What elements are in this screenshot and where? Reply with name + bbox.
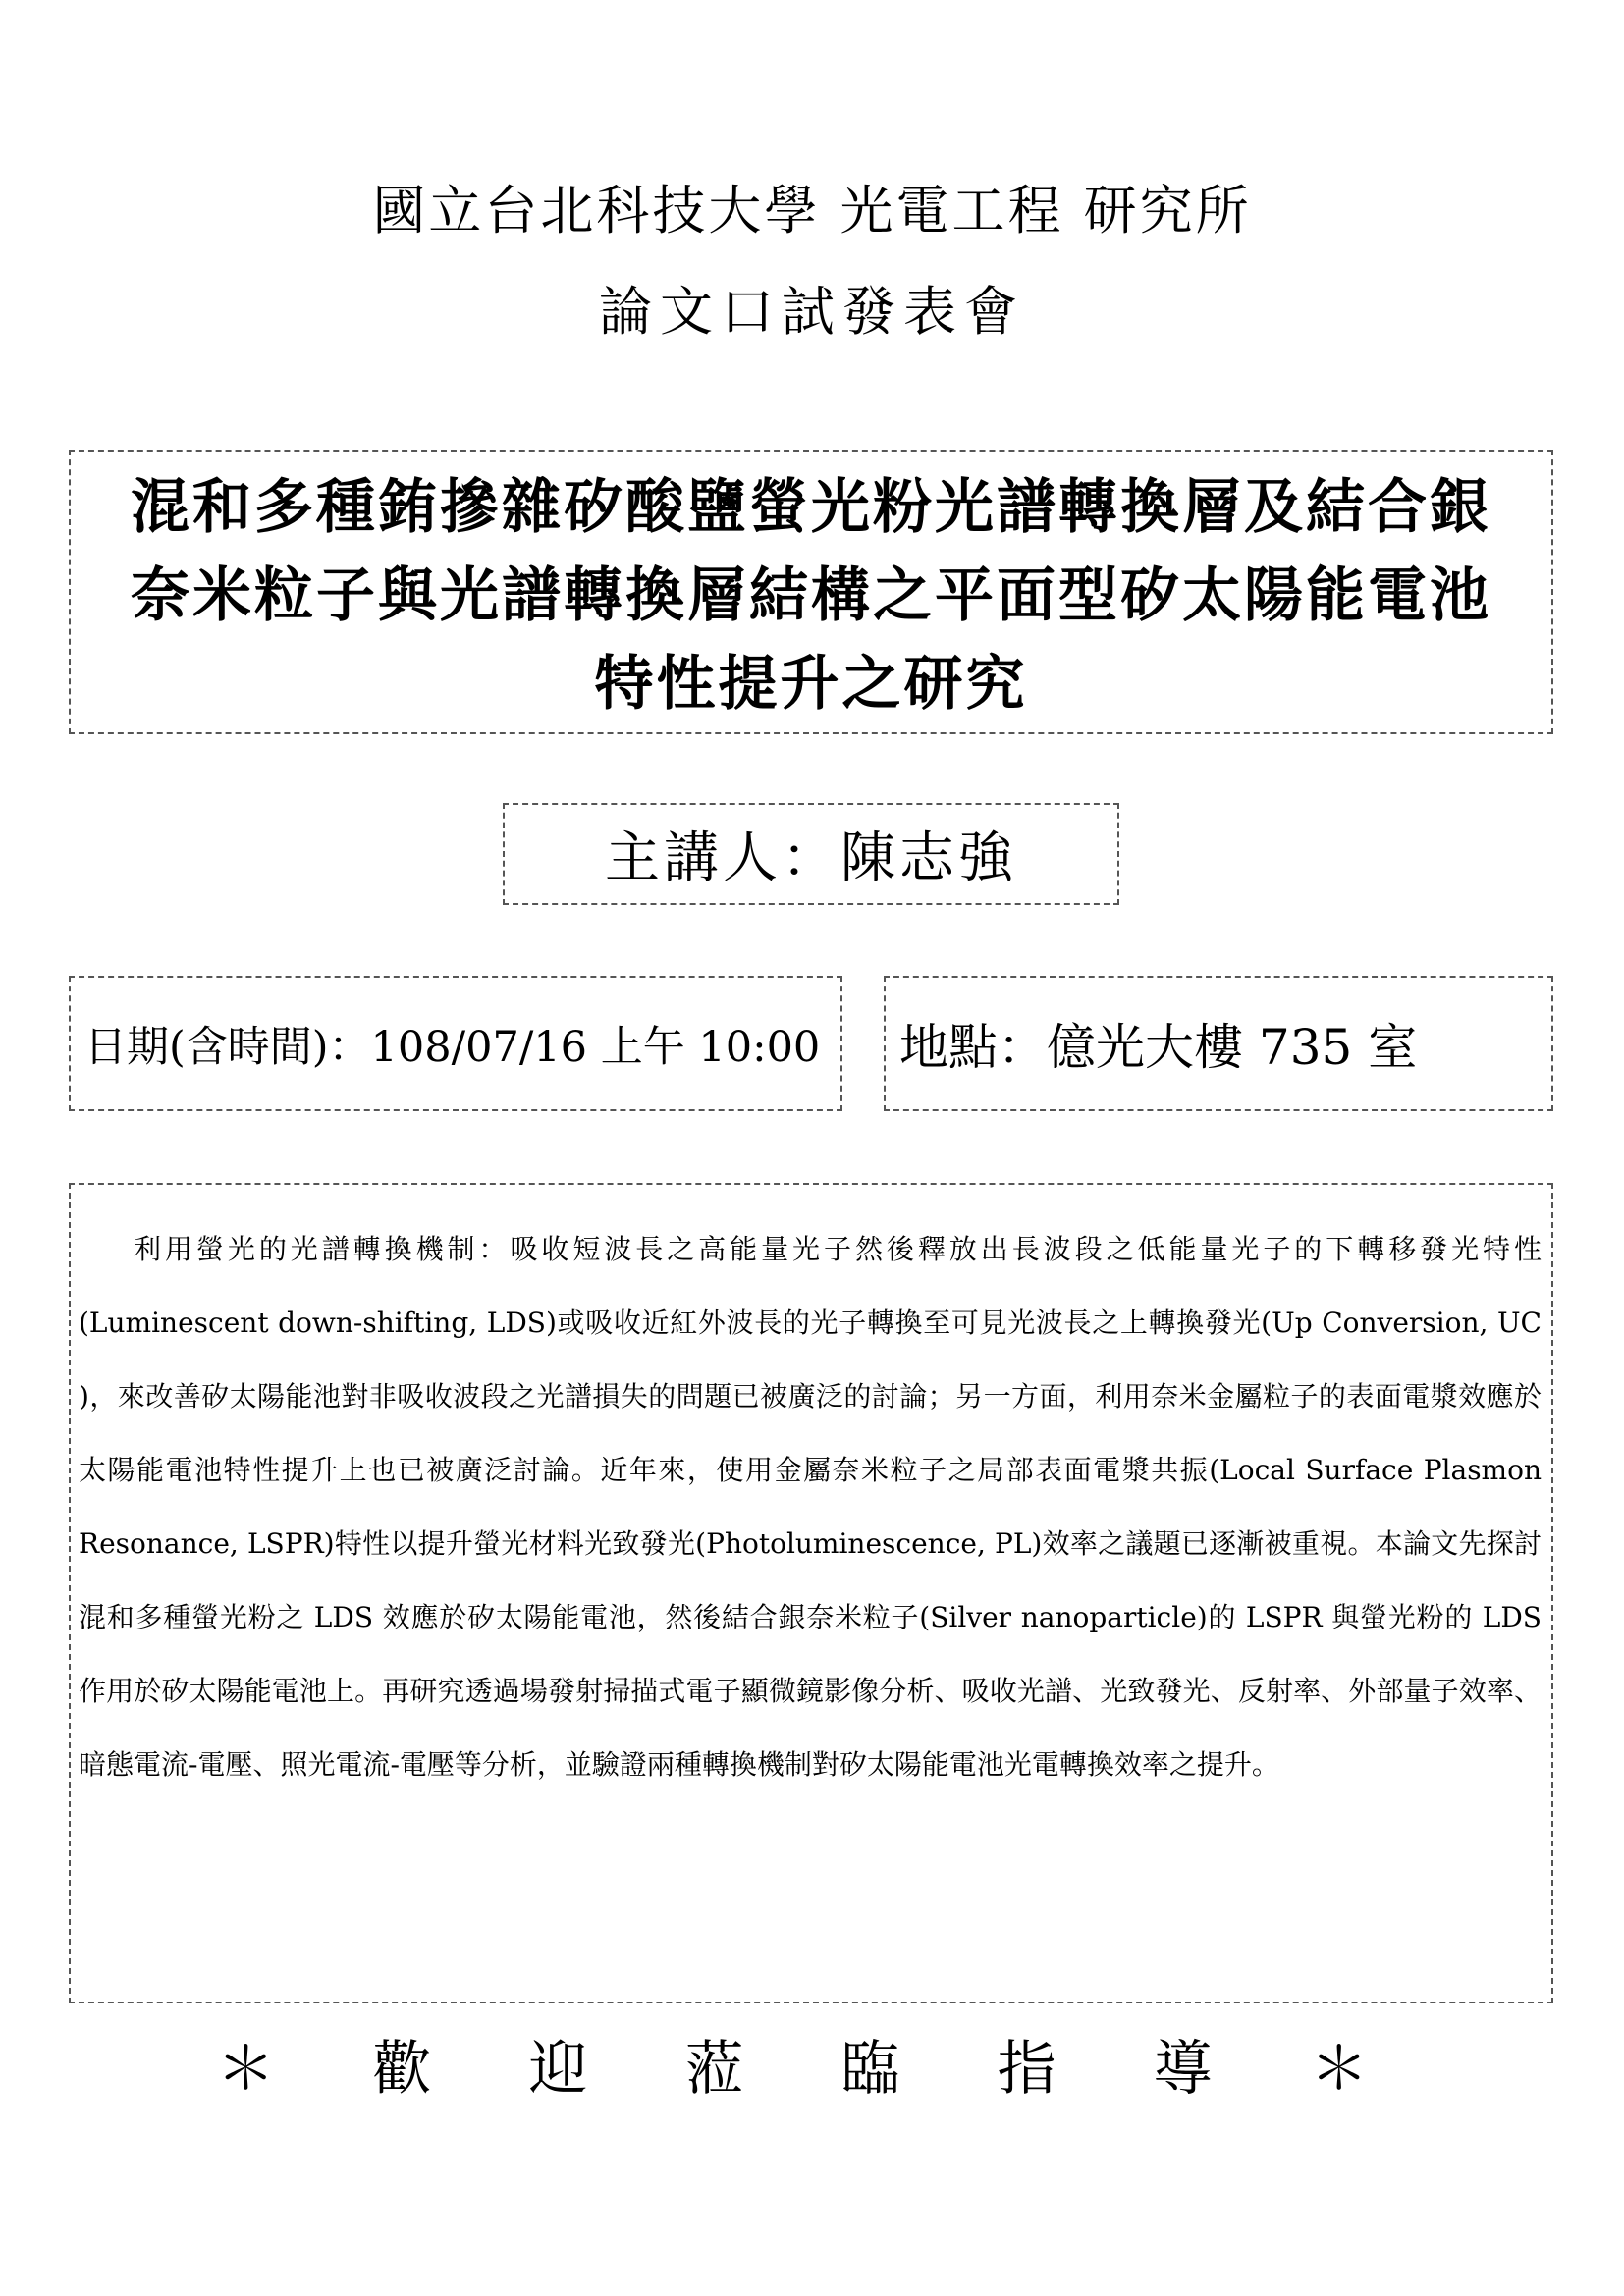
date-box (69, 976, 842, 1111)
welcome-footer: ＊ 歡 迎 蒞 臨 指 導 ＊ (216, 2035, 1408, 2104)
department-heading: 國立台北科技大學 光電工程 研究所 (372, 180, 1252, 241)
speaker-box (503, 803, 1119, 905)
thesis-title-box (69, 450, 1553, 734)
abstract-box (69, 1183, 1553, 2003)
thesis-title-line-1: 混和多種銪摻雜矽酸鹽螢光粉光譜轉換層及結合銀 (131, 473, 1491, 542)
location-box (884, 976, 1553, 1111)
date-time-text: 日期(含時間)：108/07/16 上午 10:00 (84, 1022, 821, 1072)
location-text: 地點：億光大樓 735 室 (899, 1019, 1418, 1076)
speaker-label: 主講人：陳志強 (605, 827, 1017, 890)
thesis-title-line-2: 奈米粒子與光譜轉換層結構之平面型矽太陽能電池 (131, 561, 1491, 630)
abstract-paragraph: 利用螢光的光譜轉換機制：吸收短波長之高能量光子然後釋放出長波段之低能量光子的下轉移發光特性(Luminescent down-shifting, LDS)或吸收近紅外波長的光子轉換至可見光波長之上轉換發光(Up Conversion, UC )，來改善矽太陽能池對非吸收波段之光譜損失的問題已被廣泛的討論；另一方面，利用奈米金屬粒子的表面電漿效應於太陽能電池特性提升上也已被廣泛討論。近年來，使用金屬奈米粒子之局部表面電漿共振(Local Surface Plasmon Resonance, LSPR)特性以提升螢光材料光致發光(Photoluminescence, PL)效率之議題已逐漸被重視。本論文先探討混和多種螢光粉之 LDS 效應於矽太陽能電池，然後結合銀奈米粒子(Silver nanoparticle)的 LSPR 與螢光粉的 LDS 作用於矽太陽能電池上。再研究透過場發射掃描式電子顯微鏡影像分析、吸收光譜、光致發光、反射率、外部量子效率、暗態電流-電壓、照光電流-電壓等分析，並驗證兩種轉換機制對矽太陽能電池光電轉換效率之提升。 (79, 1233, 1542, 1781)
event-heading: 論文口試發表會 (599, 281, 1025, 343)
thesis-title-line-3: 特性提升之研究 (594, 650, 1028, 719)
